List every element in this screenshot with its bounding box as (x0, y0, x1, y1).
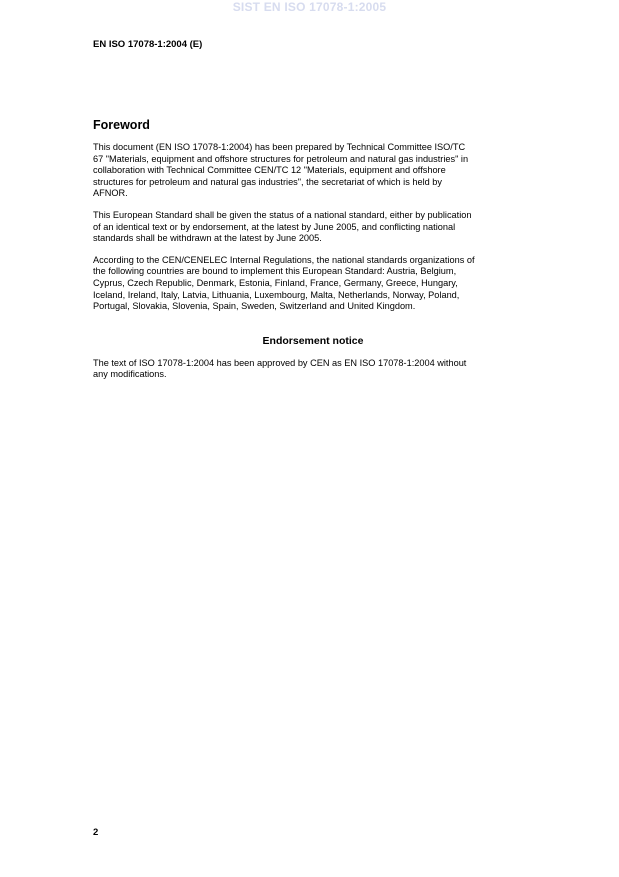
foreword-paragraph-2: This European Standard shall be given the status of a national standard, either by publication of an identical text or by endorsement, at the latest by June 2005, and conflicting national standards shall be withdrawn at the latest by June 2005. (93, 209, 472, 244)
foreword-paragraph-3: According to the CEN/CENELEC Internal Regulations, the national standards organizations of the following countries are bound to implement this European Standard: Austria, Belgium, Cyprus, Czech Republic, Denmark, Estonia, Finland, France, Germany, Greece, Hungary, Iceland, Ireland, Italy, Latvia, Lithuania, Luxembourg, Malta, Netherlands, Norway, Poland, Portugal, Slovakia, Slovenia, Spain, Sweden, Switzerland and United Kingdom. (93, 254, 475, 312)
watermark-text: SIST EN ISO 17078-1:2005 (232, 0, 387, 14)
endorsement-title: Endorsement notice (262, 334, 364, 347)
foreword-title: Foreword (93, 118, 150, 132)
document-id-header: EN ISO 17078-1:2004 (E) (93, 39, 203, 50)
page-number: 2 (93, 827, 99, 838)
page-content (93, 118, 533, 391)
endorsement-text: The text of ISO 17078-1:2004 has been approved by CEN as EN ISO 17078-1:2004 without any modifications. (93, 357, 467, 380)
foreword-paragraph-1: This document (EN ISO 17078-1:2004) has been prepared by Technical Committee ISO/TC 67 "Materials, equipment and offshore structures for petroleum and natural gas industries" in collaboration with Technical Committee CEN/TC 12 "Materials, equipment and offshore structures for petroleum and natural gas industries", the secretariat of which is held by AFNOR. (93, 142, 469, 199)
